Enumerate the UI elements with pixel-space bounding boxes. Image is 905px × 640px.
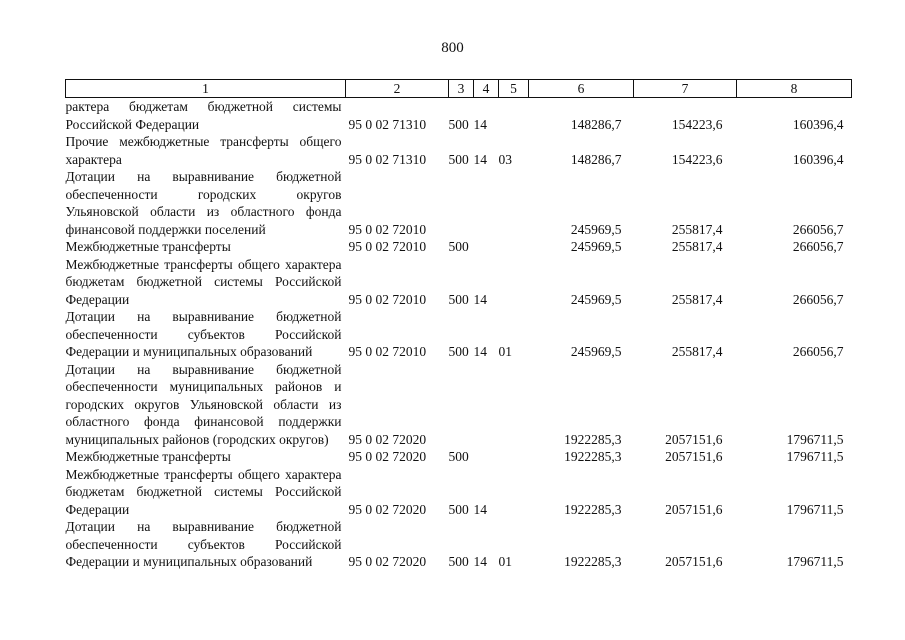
row-col-3: 500 bbox=[448, 501, 469, 517]
row-name: Дотации на выравнивание бюджетной обеспеченности муниципальных районов и городских округов Ульяновской области из областного фонда финансовой поддержки муниципальных районов (городских округов) bbox=[65, 361, 342, 447]
row-code: 95 0 02 72010 bbox=[348, 239, 427, 254]
row-col-4 bbox=[474, 448, 499, 466]
row-col-4: 14 bbox=[473, 554, 487, 569]
row-code: 95 0 02 71310 bbox=[348, 151, 427, 167]
header-col-5: 5 bbox=[499, 80, 529, 98]
row-value-8: 160396,4 bbox=[792, 116, 844, 132]
row-name: Межбюджетные трансферты общего характера бюджетам бюджетной системы Российской Федерации bbox=[65, 466, 342, 517]
header-col-6: 6 bbox=[529, 80, 634, 98]
header-col-8: 8 bbox=[737, 80, 852, 98]
table-row bbox=[66, 308, 852, 361]
row-value-6: 245969,5 bbox=[570, 221, 622, 237]
row-value-7: 154223,6 bbox=[671, 116, 723, 132]
table-row bbox=[66, 256, 852, 309]
row-col-5 bbox=[499, 98, 529, 134]
row-value-7: 154223,6 bbox=[671, 151, 723, 167]
row-value-6: 1922285,3 bbox=[564, 431, 622, 447]
row-col-5 bbox=[499, 256, 529, 309]
row-code: 95 0 02 72010 bbox=[348, 344, 427, 359]
row-value-7: 255817,4 bbox=[671, 239, 723, 254]
row-col-3 bbox=[449, 168, 474, 238]
row-name: Межбюджетные трансферты общего характера бюджетам бюджетной системы Российской Федерации bbox=[65, 256, 342, 307]
row-value-6: 245969,5 bbox=[570, 344, 622, 359]
row-col-3: 500 bbox=[448, 344, 469, 359]
row-value-6: 1922285,3 bbox=[564, 501, 622, 517]
row-col-3: 500 bbox=[448, 239, 469, 254]
row-value-8: 266056,7 bbox=[792, 239, 844, 254]
row-col-4: 14 bbox=[473, 151, 487, 167]
row-value-8: 1796711,5 bbox=[786, 431, 844, 447]
row-value-7: 2057151,6 bbox=[665, 431, 723, 447]
row-code: 95 0 02 72020 bbox=[348, 554, 427, 569]
row-name: Прочие межбюджетные трансферты общего характера bbox=[65, 134, 342, 167]
row-col-4: 14 bbox=[473, 116, 487, 132]
row-value-7: 2057151,6 bbox=[665, 449, 723, 464]
row-value-8: 266056,7 bbox=[792, 221, 844, 237]
row-name: Дотации на выравнивание бюджетной обеспеченности субъектов Российской Федерации и муниципальных образований bbox=[65, 519, 342, 569]
row-name: Дотации на выравнивание бюджетной обеспеченности городских округов Ульяновской области из областного фонда финансовой поддержки поселений bbox=[65, 169, 342, 237]
row-value-6: 245969,5 bbox=[570, 239, 622, 254]
row-value-7: 2057151,6 bbox=[665, 554, 723, 569]
table-header bbox=[66, 80, 852, 98]
row-col-5 bbox=[499, 361, 529, 449]
row-col-5: 01 bbox=[498, 554, 512, 569]
row-value-8: 160396,4 bbox=[792, 151, 844, 167]
row-value-8: 1796711,5 bbox=[786, 501, 844, 517]
row-name: Дотации на выравнивание бюджетной обеспеченности субъектов Российской Федерации и муниципальных образований bbox=[65, 309, 342, 359]
row-code: 95 0 02 72020 bbox=[348, 431, 427, 447]
table-row bbox=[66, 133, 852, 168]
row-value-8: 1796711,5 bbox=[786, 554, 844, 569]
row-value-6: 1922285,3 bbox=[564, 554, 622, 569]
row-value-7: 255817,4 bbox=[671, 221, 723, 237]
row-name: Межбюджетные трансферты bbox=[65, 239, 231, 254]
table-row bbox=[66, 448, 852, 466]
header-col-4: 4 bbox=[474, 80, 499, 98]
row-value-6: 1922285,3 bbox=[564, 449, 622, 464]
row-value-8: 1796711,5 bbox=[786, 449, 844, 464]
row-code: 95 0 02 71310 bbox=[348, 116, 427, 132]
row-col-5 bbox=[499, 168, 529, 238]
row-value-7: 255817,4 bbox=[671, 344, 723, 359]
page-number: 800 bbox=[441, 40, 464, 56]
row-col-3: 500 bbox=[448, 116, 469, 132]
row-value-7: 2057151,6 bbox=[665, 501, 723, 517]
row-col-5 bbox=[499, 466, 529, 519]
row-value-8: 266056,7 bbox=[792, 291, 844, 307]
table-body bbox=[66, 98, 852, 571]
row-col-5 bbox=[499, 238, 529, 256]
row-col-3: 500 bbox=[448, 291, 469, 307]
row-value-6: 245969,5 bbox=[570, 291, 622, 307]
row-col-3 bbox=[449, 361, 474, 449]
budget-table bbox=[65, 79, 852, 571]
header-col-1: 1 bbox=[66, 80, 346, 98]
header-col-2: 2 bbox=[346, 80, 449, 98]
row-code: 95 0 02 72010 bbox=[348, 291, 427, 307]
row-col-4: 14 bbox=[473, 291, 487, 307]
table-row bbox=[66, 168, 852, 238]
row-col-5: 01 bbox=[498, 344, 512, 359]
table-row bbox=[66, 466, 852, 519]
table-row bbox=[66, 361, 852, 449]
header-col-7: 7 bbox=[634, 80, 737, 98]
row-name: рактера бюджетам бюджетной системы Российской Федерации bbox=[65, 99, 342, 132]
row-col-4: 14 bbox=[473, 501, 487, 517]
table-row bbox=[66, 98, 852, 134]
row-code: 95 0 02 72020 bbox=[348, 449, 427, 464]
row-col-3: 500 bbox=[448, 554, 469, 569]
row-value-7: 255817,4 bbox=[671, 291, 723, 307]
table-row bbox=[66, 238, 852, 256]
row-col-5 bbox=[499, 448, 529, 466]
row-code: 95 0 02 72010 bbox=[348, 221, 427, 237]
row-col-3: 500 bbox=[448, 151, 469, 167]
row-code: 95 0 02 72020 bbox=[348, 501, 427, 517]
row-col-4 bbox=[474, 361, 499, 449]
row-value-6: 148286,7 bbox=[570, 116, 622, 132]
row-col-3: 500 bbox=[448, 449, 469, 464]
row-name: Межбюджетные трансферты bbox=[65, 449, 231, 464]
row-value-6: 148286,7 bbox=[570, 151, 622, 167]
header-col-3: 3 bbox=[449, 80, 474, 98]
row-value-8: 266056,7 bbox=[792, 344, 844, 359]
row-col-4: 14 bbox=[473, 344, 487, 359]
table-row bbox=[66, 518, 852, 571]
row-col-5: 03 bbox=[498, 151, 512, 167]
row-col-4 bbox=[474, 238, 499, 256]
row-col-4 bbox=[474, 168, 499, 238]
